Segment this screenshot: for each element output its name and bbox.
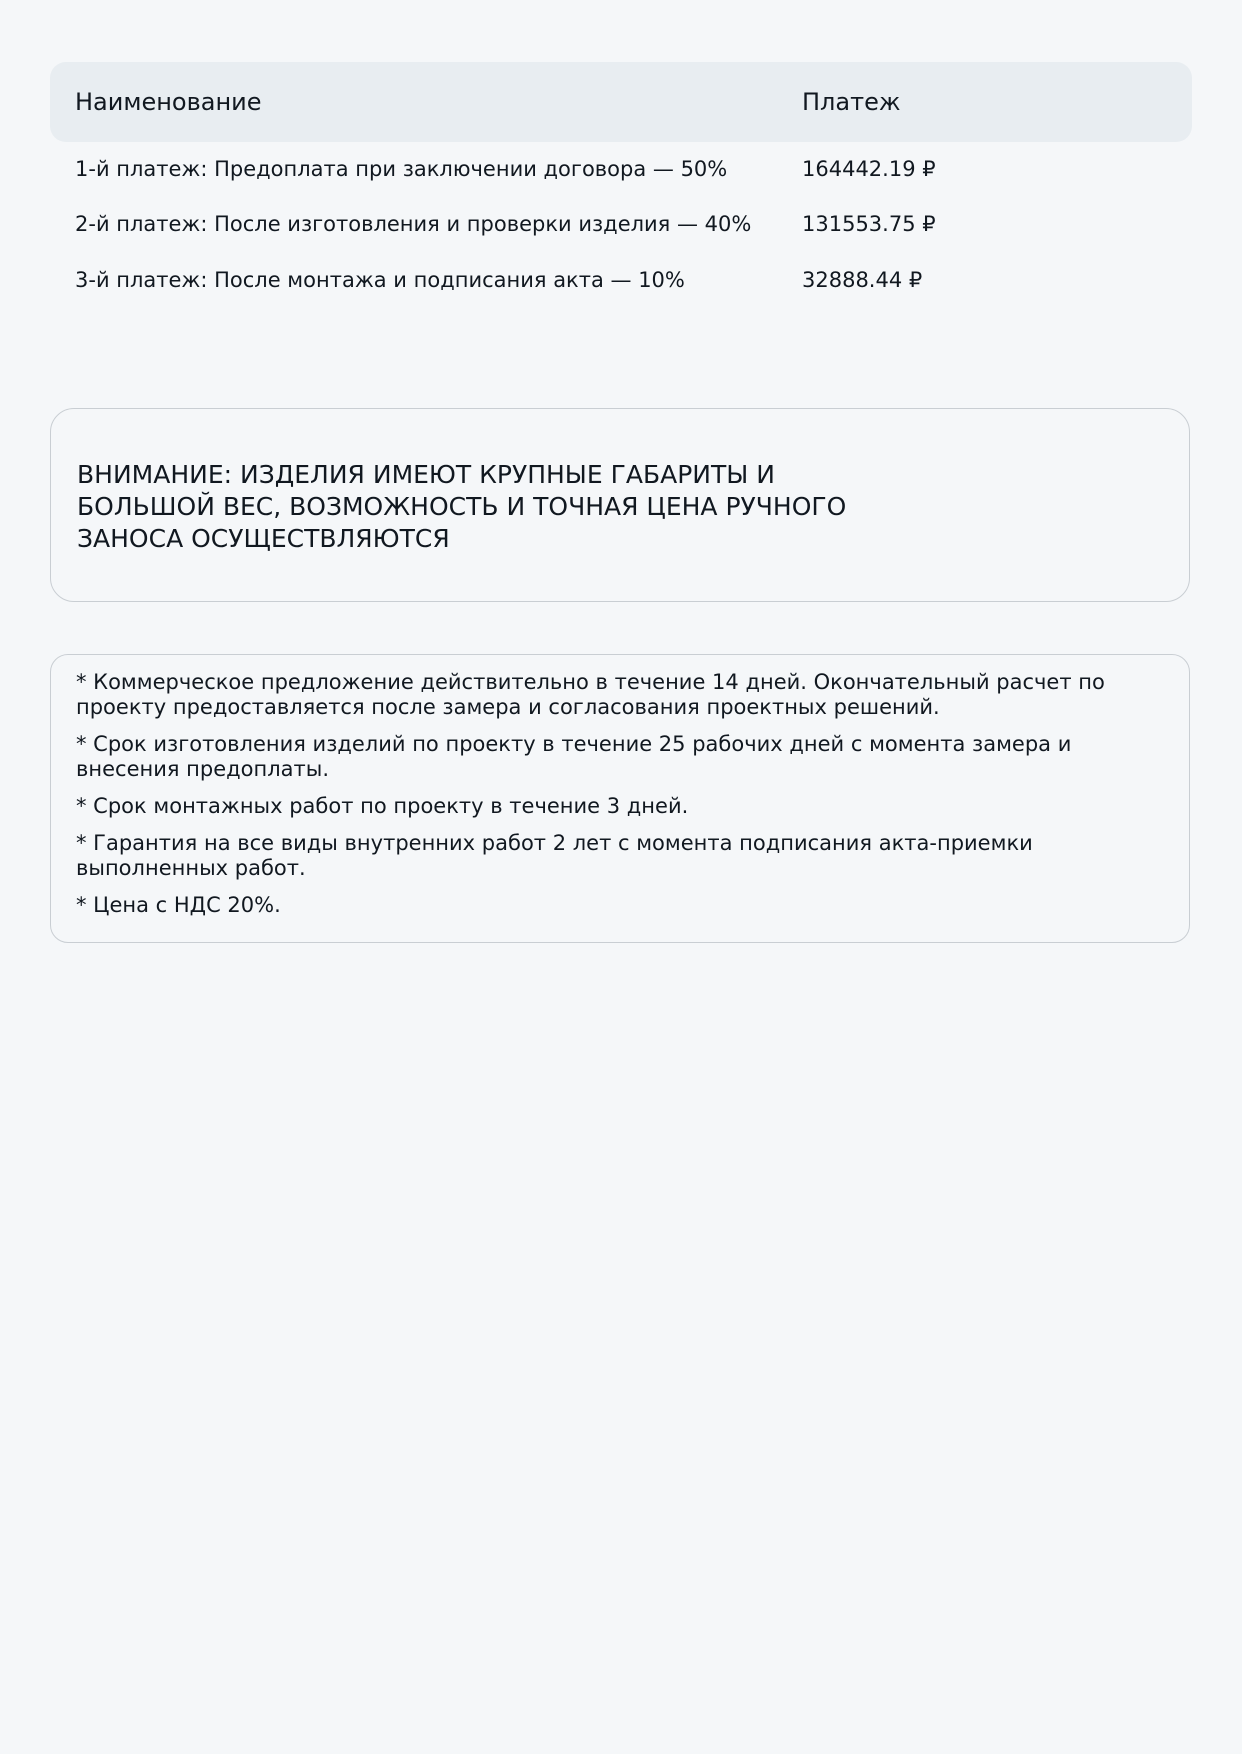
table-row bbox=[50, 268, 1192, 293]
table-row bbox=[50, 212, 1192, 237]
payment-name: 1-й платеж: Предоплата при заключении договора — 50% bbox=[75, 157, 728, 181]
payment-amount: 32888.44 ₽ bbox=[802, 268, 923, 292]
column-header-name: Наименование bbox=[75, 88, 262, 116]
warning-text: ВНИМАНИЕ: ИЗДЕЛИЯ ИМЕЮТ КРУПНЫЕ ГАБАРИТЫ И БОЛЬШОЙ ВЕС, ВОЗМОЖНОСТЬ И ТОЧНАЯ ЦЕНА РУЧНОГО ЗАНОСА ОСУЩЕСТВЛЯЮТСЯ bbox=[77, 460, 847, 553]
payment-name: 3-й платеж: После монтажа и подписания акта — 10% bbox=[75, 268, 685, 292]
document-page bbox=[50, 62, 1192, 917]
terms-notes-box bbox=[50, 654, 1190, 943]
payment-schedule-table bbox=[50, 62, 1192, 293]
note-warranty: * Гарантия на все виды внутренних работ 2 лет с момента подписания акта-приемки выполненных работ. bbox=[76, 831, 1033, 880]
note-vat: * Цена с НДС 20%. bbox=[76, 893, 281, 917]
note-validity: * Коммерческое предложение действительно в течение 14 дней. Окончательный расчет по проекту предоставляется после замера и согласования проектных решений. bbox=[76, 670, 1105, 719]
payment-amount: 164442.19 ₽ bbox=[802, 157, 936, 181]
column-header-amount: Платеж bbox=[802, 88, 901, 116]
warning-box bbox=[50, 408, 1190, 602]
table-header bbox=[50, 62, 1192, 142]
payment-name: 2-й платеж: После изготовления и проверки изделия — 40% bbox=[75, 212, 752, 236]
note-installation-term: * Срок монтажных работ по проекту в течение 3 дней. bbox=[76, 794, 689, 818]
table-row bbox=[50, 157, 1192, 182]
note-production-term: * Срок изготовления изделий по проекту в течение 25 рабочих дней с момента замера и внесения предоплаты. bbox=[76, 732, 1072, 781]
payment-amount: 131553.75 ₽ bbox=[802, 212, 936, 236]
